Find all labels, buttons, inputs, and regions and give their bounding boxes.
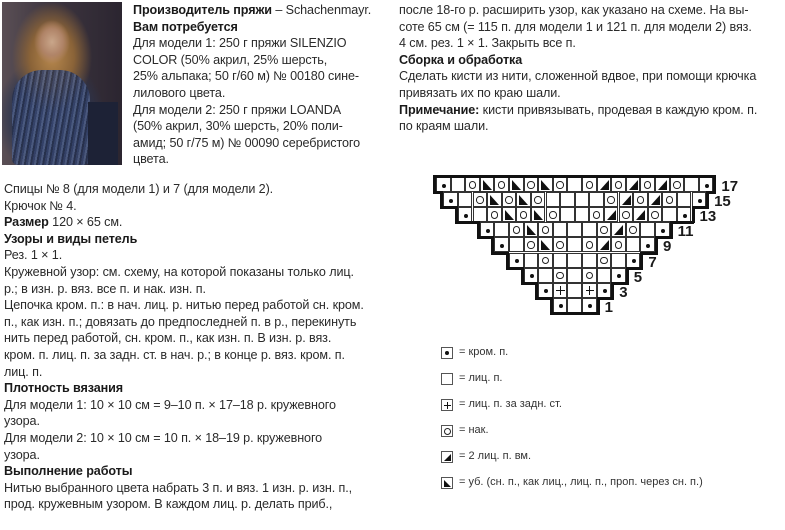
text-line xyxy=(133,68,371,85)
text-line xyxy=(4,198,364,215)
yo-symbol-icon xyxy=(598,223,611,236)
knit-cell xyxy=(473,207,488,222)
knit-cell xyxy=(567,177,582,192)
text-line xyxy=(133,102,371,119)
yo-symbol-icon xyxy=(671,178,684,191)
body-text: Для модели 1: 250 г пряжи SILENZIO xyxy=(133,36,347,51)
body-text: кисти привязывать, продевая в каждую кром. п. xyxy=(479,102,758,117)
k2l-symbol-icon xyxy=(488,193,501,206)
yo-symbol-icon xyxy=(554,269,567,282)
yo-symbol-icon xyxy=(598,254,611,267)
yo-symbol-icon xyxy=(590,208,603,221)
knit-tbl-cell xyxy=(582,283,597,298)
yarn-over-cell xyxy=(531,192,546,207)
edge-stitch-cell xyxy=(538,283,553,298)
yo-symbol-icon xyxy=(466,178,479,191)
yarn-over-cell xyxy=(662,192,677,207)
edge-stitch-cell xyxy=(611,268,626,283)
text-line xyxy=(4,496,364,513)
knit-cell xyxy=(640,222,655,237)
yo-symbol-icon xyxy=(525,178,538,191)
k2r-symbol-icon xyxy=(605,208,618,221)
yo-symbol-icon xyxy=(583,178,596,191)
knit-cell xyxy=(560,207,575,222)
text-line xyxy=(399,68,757,85)
knit-cell xyxy=(677,192,692,207)
yo-symbol-icon xyxy=(641,178,654,191)
knit-cell xyxy=(684,177,699,192)
dot-symbol-icon xyxy=(539,284,552,297)
knit-cell xyxy=(546,192,561,207)
yo-symbol-icon xyxy=(663,193,676,206)
yo-symbol-icon xyxy=(554,238,567,251)
k2tog-cell xyxy=(626,177,641,192)
body-text: Крючок № 4. xyxy=(4,198,77,213)
knit-cell xyxy=(538,268,553,283)
text-line xyxy=(4,364,364,381)
body-text: Для модели 1: 10 × 10 см = 9–10 п. × 17–18 р. кружевного xyxy=(4,397,336,412)
k2r-symbol-icon xyxy=(649,193,662,206)
text-line xyxy=(4,264,364,281)
knit-cell xyxy=(567,283,582,298)
edge-stitch-cell xyxy=(509,253,524,268)
k2tog-cell xyxy=(648,192,663,207)
yarn-over-cell xyxy=(473,192,488,207)
dot-symbol-icon xyxy=(510,254,523,267)
text-line xyxy=(4,330,364,347)
text-line xyxy=(399,118,757,135)
yo-symbol-icon xyxy=(488,208,501,221)
yo-symbol-icon xyxy=(612,178,625,191)
edge-stitch-cell xyxy=(699,177,714,192)
edge-stitch-cell xyxy=(458,207,473,222)
edge-stitch-cell xyxy=(677,207,692,222)
edge-stitch-cell xyxy=(553,298,568,313)
yarn-over-cell xyxy=(611,237,626,252)
dot-symbol-icon xyxy=(656,223,669,236)
yarn-over-cell xyxy=(538,253,553,268)
body-text: кром. п. лиц. п. за задн. ст. в нач. р.; в конце р. вяз. кром. п. xyxy=(4,347,345,362)
row-number-label: 13 xyxy=(699,208,717,226)
body-text: Для модели 2: 10 × 10 см = 10 п. × 18–19 р. кружевного xyxy=(4,430,323,445)
ssk-cell xyxy=(538,237,553,252)
legend-text: = кром. п. xyxy=(459,346,509,358)
knit-cell xyxy=(582,253,597,268)
k2r-symbol-icon xyxy=(634,208,647,221)
edge-stitch-cell xyxy=(524,268,539,283)
k2l-symbol-icon xyxy=(510,178,523,191)
body-text: узора. xyxy=(4,414,40,429)
dot-symbol-icon xyxy=(627,254,640,267)
yo-symbol-icon xyxy=(649,208,662,221)
body-text: (50% акрил, 30% шерсть, 20% поли- xyxy=(133,119,343,134)
row-number-label: 5 xyxy=(633,268,643,286)
k2r-symbol-icon xyxy=(620,193,633,206)
text-line xyxy=(399,19,757,36)
text-line xyxy=(133,35,371,52)
dot-symbol-icon xyxy=(583,299,596,312)
k-legend-icon xyxy=(441,373,453,385)
k2tog-cell xyxy=(655,177,670,192)
dot-symbol-icon xyxy=(693,193,706,206)
knit-cell xyxy=(626,237,641,252)
ssk-cell xyxy=(480,177,495,192)
edge-stitch-cell xyxy=(436,177,451,192)
body-text: Сделать кисти из нити, сложенной вдвое, при помощи крючка xyxy=(399,69,757,84)
body-text: 4 см. рез. 1 × 1. Закрыть все п. xyxy=(399,36,576,51)
legend-text: = 2 лиц. п. вм. xyxy=(459,450,532,462)
ktbl-legend-icon xyxy=(441,399,453,411)
k2l-symbol-icon xyxy=(503,208,516,221)
yarn-over-cell xyxy=(516,207,531,222)
k2l-symbol-icon xyxy=(532,208,545,221)
k2tog-cell xyxy=(597,177,612,192)
yarn-over-cell xyxy=(619,207,634,222)
yo-symbol-icon xyxy=(583,269,596,282)
yarn-over-cell xyxy=(611,177,626,192)
yarn-over-cell xyxy=(502,192,517,207)
knit-cell xyxy=(662,207,677,222)
section-heading: Плотность вязания xyxy=(4,381,123,396)
body-text: узора. xyxy=(4,447,40,462)
yo-symbol-icon xyxy=(554,178,567,191)
k2r-legend-icon xyxy=(441,451,453,463)
text-line xyxy=(399,85,757,102)
ssk-cell xyxy=(524,222,539,237)
yarn-over-cell xyxy=(604,192,619,207)
yarn-over-cell xyxy=(626,222,641,237)
edge-stitch-cell xyxy=(480,222,495,237)
dot-symbol-icon xyxy=(525,269,538,282)
text-line xyxy=(133,118,371,135)
photo-shawl xyxy=(12,70,90,165)
knit-cell xyxy=(458,192,473,207)
section-heading: Узоры и виды петель xyxy=(4,231,138,246)
yo-symbol-icon xyxy=(539,254,552,267)
section-heading: Сборка и обработка xyxy=(399,52,523,67)
edge-stitch-cell xyxy=(640,237,655,252)
yo-symbol-icon xyxy=(627,223,640,236)
yo-symbol-icon xyxy=(525,238,538,251)
dot-symbol-icon xyxy=(700,178,713,191)
text-line xyxy=(133,85,371,102)
k2l-legend-icon xyxy=(441,477,453,489)
knit-cell xyxy=(567,268,582,283)
yo-symbol-icon xyxy=(634,193,647,206)
edge-stitch-cell xyxy=(655,222,670,237)
chart-top-edge xyxy=(433,175,716,178)
materials-text xyxy=(133,2,371,168)
yo-symbol-icon xyxy=(517,208,530,221)
yarn-over-cell xyxy=(487,207,502,222)
knit-cell xyxy=(567,222,582,237)
legend-text: = лиц. п. за задн. ст. xyxy=(459,398,562,410)
edge-stitch-cell xyxy=(443,192,458,207)
k2l-symbol-icon xyxy=(481,178,494,191)
text-line xyxy=(4,214,364,231)
edge-stitch-cell xyxy=(692,192,707,207)
body-text: прод. кружевным узором. В каждом лиц. р. делать приб., xyxy=(4,497,333,512)
ssk-cell xyxy=(516,192,531,207)
yarn-over-cell xyxy=(582,177,597,192)
body-text: цвета. xyxy=(133,152,169,167)
yo-legend-icon xyxy=(441,425,453,437)
text-line xyxy=(4,181,364,198)
text-line xyxy=(4,297,364,314)
photo-coat xyxy=(88,102,118,165)
k2r-symbol-icon xyxy=(627,178,640,191)
yo-symbol-icon xyxy=(539,223,552,236)
text-line xyxy=(4,430,364,447)
k2tog-cell xyxy=(597,237,612,252)
ktbl-symbol-icon xyxy=(554,284,567,297)
section-heading: Выполнение работы xyxy=(4,464,133,479)
yarn-over-cell xyxy=(648,207,663,222)
row-number-label: 15 xyxy=(714,193,731,211)
row-number-label: 1 xyxy=(604,298,613,316)
yarn-over-cell xyxy=(670,177,685,192)
body-text: Кружевной узор: см. схему, на которой показаны только лиц. xyxy=(4,264,354,279)
yarn-over-cell xyxy=(633,192,648,207)
yarn-over-cell xyxy=(597,253,612,268)
yo-symbol-icon xyxy=(510,223,523,236)
body-text: – Schachenmayr. xyxy=(271,3,372,17)
body-text: Спицы № 8 (для модели 1) и 7 (для модели 2). xyxy=(4,182,274,196)
text-line xyxy=(133,2,371,19)
k2l-symbol-icon xyxy=(525,223,538,236)
knit-cell xyxy=(524,253,539,268)
yarn-over-cell xyxy=(597,222,612,237)
k2r-symbol-icon xyxy=(598,178,611,191)
body-text: лиц. п. xyxy=(4,364,43,379)
yarn-over-cell xyxy=(553,237,568,252)
text-line xyxy=(4,347,364,364)
knit-cell xyxy=(611,253,626,268)
finishing-text xyxy=(399,2,757,135)
body-text: 120 × 65 см. xyxy=(48,215,123,230)
text-line xyxy=(133,19,371,36)
yarn-over-cell xyxy=(494,177,509,192)
yo-symbol-icon xyxy=(605,193,618,206)
knit-cell xyxy=(589,192,604,207)
body-text: по краям шали. xyxy=(399,119,489,134)
row-number-label: 3 xyxy=(619,283,628,301)
knit-cell xyxy=(451,177,466,192)
text-line xyxy=(4,247,364,264)
yarn-over-cell xyxy=(553,177,568,192)
yarn-over-cell xyxy=(509,222,524,237)
dot-symbol-icon xyxy=(598,284,611,297)
knit-cell xyxy=(567,237,582,252)
body-text: после 18-го р. расширить узор, как указано на схеме. На вы- xyxy=(399,3,749,17)
ssk-cell xyxy=(502,207,517,222)
body-text: амид; 50 г/75 м) № 00090 серебристого xyxy=(133,135,360,150)
yarn-over-cell xyxy=(524,237,539,252)
yarn-over-cell xyxy=(553,268,568,283)
dot-symbol-icon xyxy=(495,238,508,251)
text-line xyxy=(4,380,364,397)
text-line xyxy=(4,447,364,464)
edge-stitch-cell xyxy=(494,237,509,252)
yarn-over-cell xyxy=(524,177,539,192)
dot-symbol-icon xyxy=(459,208,472,221)
body-text: Рез. 1 × 1. xyxy=(4,248,63,263)
yarn-over-cell xyxy=(640,177,655,192)
yarn-over-cell xyxy=(589,207,604,222)
yarn-over-cell xyxy=(582,237,597,252)
yarn-over-cell xyxy=(582,268,597,283)
body-text: Для модели 2: 250 г пряжи LOANDA xyxy=(133,102,342,117)
text-line xyxy=(399,2,757,19)
k2r-symbol-icon xyxy=(612,223,625,236)
knit-cell xyxy=(567,253,582,268)
text-line xyxy=(399,102,757,119)
instructions-text xyxy=(4,181,364,513)
k2l-symbol-icon xyxy=(539,238,552,251)
k2tog-cell xyxy=(611,222,626,237)
dot-symbol-icon xyxy=(437,178,450,191)
edge-stitch-cell xyxy=(582,298,597,313)
knit-cell xyxy=(553,253,568,268)
dot-symbol-icon xyxy=(678,208,691,221)
text-line xyxy=(133,52,371,69)
yo-symbol-icon xyxy=(503,193,516,206)
body-text: Цепочка кром. п.: в нач. лиц. р. нитью перед работой сн. кром. xyxy=(4,298,364,313)
row-number-label: 9 xyxy=(663,238,672,256)
legend-text: = нак. xyxy=(459,424,489,436)
k2r-symbol-icon xyxy=(598,238,611,251)
text-line xyxy=(4,413,364,430)
body-text: привязать их по краю шали. xyxy=(399,85,561,100)
text-line xyxy=(133,135,371,152)
yarn-over-cell xyxy=(546,207,561,222)
dot-symbol-icon xyxy=(612,269,625,282)
text-line xyxy=(399,35,757,52)
yarn-over-cell xyxy=(538,222,553,237)
text-line xyxy=(4,463,364,480)
legend-text: = лиц. п. xyxy=(459,372,503,384)
dot-symbol-icon xyxy=(641,238,654,251)
legend-text: = уб. (сн. п., как лиц., лиц. п., проп. через сн. п.) xyxy=(459,476,703,488)
knit-cell xyxy=(575,207,590,222)
yo-symbol-icon xyxy=(620,208,633,221)
k2tog-cell xyxy=(633,207,648,222)
chart-bottom-edge xyxy=(550,312,600,315)
yarn-over-cell xyxy=(465,177,480,192)
knit-cell xyxy=(597,268,612,283)
ssk-cell xyxy=(509,177,524,192)
yo-symbol-icon xyxy=(474,193,487,206)
section-heading: Производитель пряжи xyxy=(133,3,272,17)
knit-cell xyxy=(560,192,575,207)
body-text: Нитью выбранного цвета набрать 3 п. и вяз. 1 изн. р. изн. п., xyxy=(4,480,353,495)
yo-symbol-icon xyxy=(495,178,508,191)
ssk-cell xyxy=(531,207,546,222)
body-text: нить перед работой, сн. кром. п., как изн. п. В изн. р. вяз. xyxy=(4,331,332,346)
row-number-label: 17 xyxy=(721,178,739,195)
knit-cell xyxy=(567,298,582,313)
knit-cell xyxy=(509,237,524,252)
yo-symbol-icon xyxy=(547,208,560,221)
section-heading: Вам потребуется xyxy=(133,19,238,34)
edge-stitch-cell xyxy=(626,253,641,268)
knit-tbl-cell xyxy=(553,283,568,298)
dot-symbol-icon xyxy=(444,193,457,206)
k2r-symbol-icon xyxy=(656,178,669,191)
k2l-symbol-icon xyxy=(517,193,530,206)
text-line xyxy=(133,151,371,168)
body-text: лилового цвета. xyxy=(133,85,226,100)
row-number-label: 11 xyxy=(677,223,694,241)
k2tog-cell xyxy=(604,207,619,222)
text-line xyxy=(4,314,364,331)
body-text: 25% альпака; 50 г/60 м) № 00180 сине- xyxy=(133,69,360,84)
body-text: п., как изн. п.; довязать до предпоследней п. в р., перекинуть xyxy=(4,314,357,329)
dot-symbol-icon xyxy=(554,299,567,312)
edge-stitch-cell xyxy=(597,283,612,298)
section-heading: Примечание: xyxy=(399,102,480,117)
dot-symbol-icon xyxy=(481,223,494,236)
knit-cell xyxy=(575,192,590,207)
dot-legend-icon xyxy=(441,347,453,359)
knit-cell xyxy=(582,222,597,237)
text-line xyxy=(4,397,364,414)
text-line xyxy=(399,52,757,69)
knit-cell xyxy=(494,222,509,237)
knit-cell xyxy=(553,222,568,237)
row-number-label: 7 xyxy=(648,253,657,271)
k2l-symbol-icon xyxy=(539,178,552,191)
yo-symbol-icon xyxy=(612,238,625,251)
text-line xyxy=(4,231,364,248)
yo-symbol-icon xyxy=(583,238,596,251)
section-heading: Размер xyxy=(4,215,49,230)
ktbl-symbol-icon xyxy=(583,284,596,297)
text-line xyxy=(4,480,364,497)
model-photo xyxy=(2,2,122,165)
text-line xyxy=(4,281,364,298)
body-text: р.; в изн. р. вяз. все п. и нак. изн. п. xyxy=(4,281,206,296)
body-text: соте 65 см (= 115 п. для модели 1 и 121 п. для модели 2) вяз. xyxy=(399,19,752,34)
ssk-cell xyxy=(487,192,502,207)
k2tog-cell xyxy=(619,192,634,207)
yo-symbol-icon xyxy=(532,193,545,206)
ssk-cell xyxy=(538,177,553,192)
body-text: COLOR (50% акрил, 25% шерсть, xyxy=(133,52,328,67)
